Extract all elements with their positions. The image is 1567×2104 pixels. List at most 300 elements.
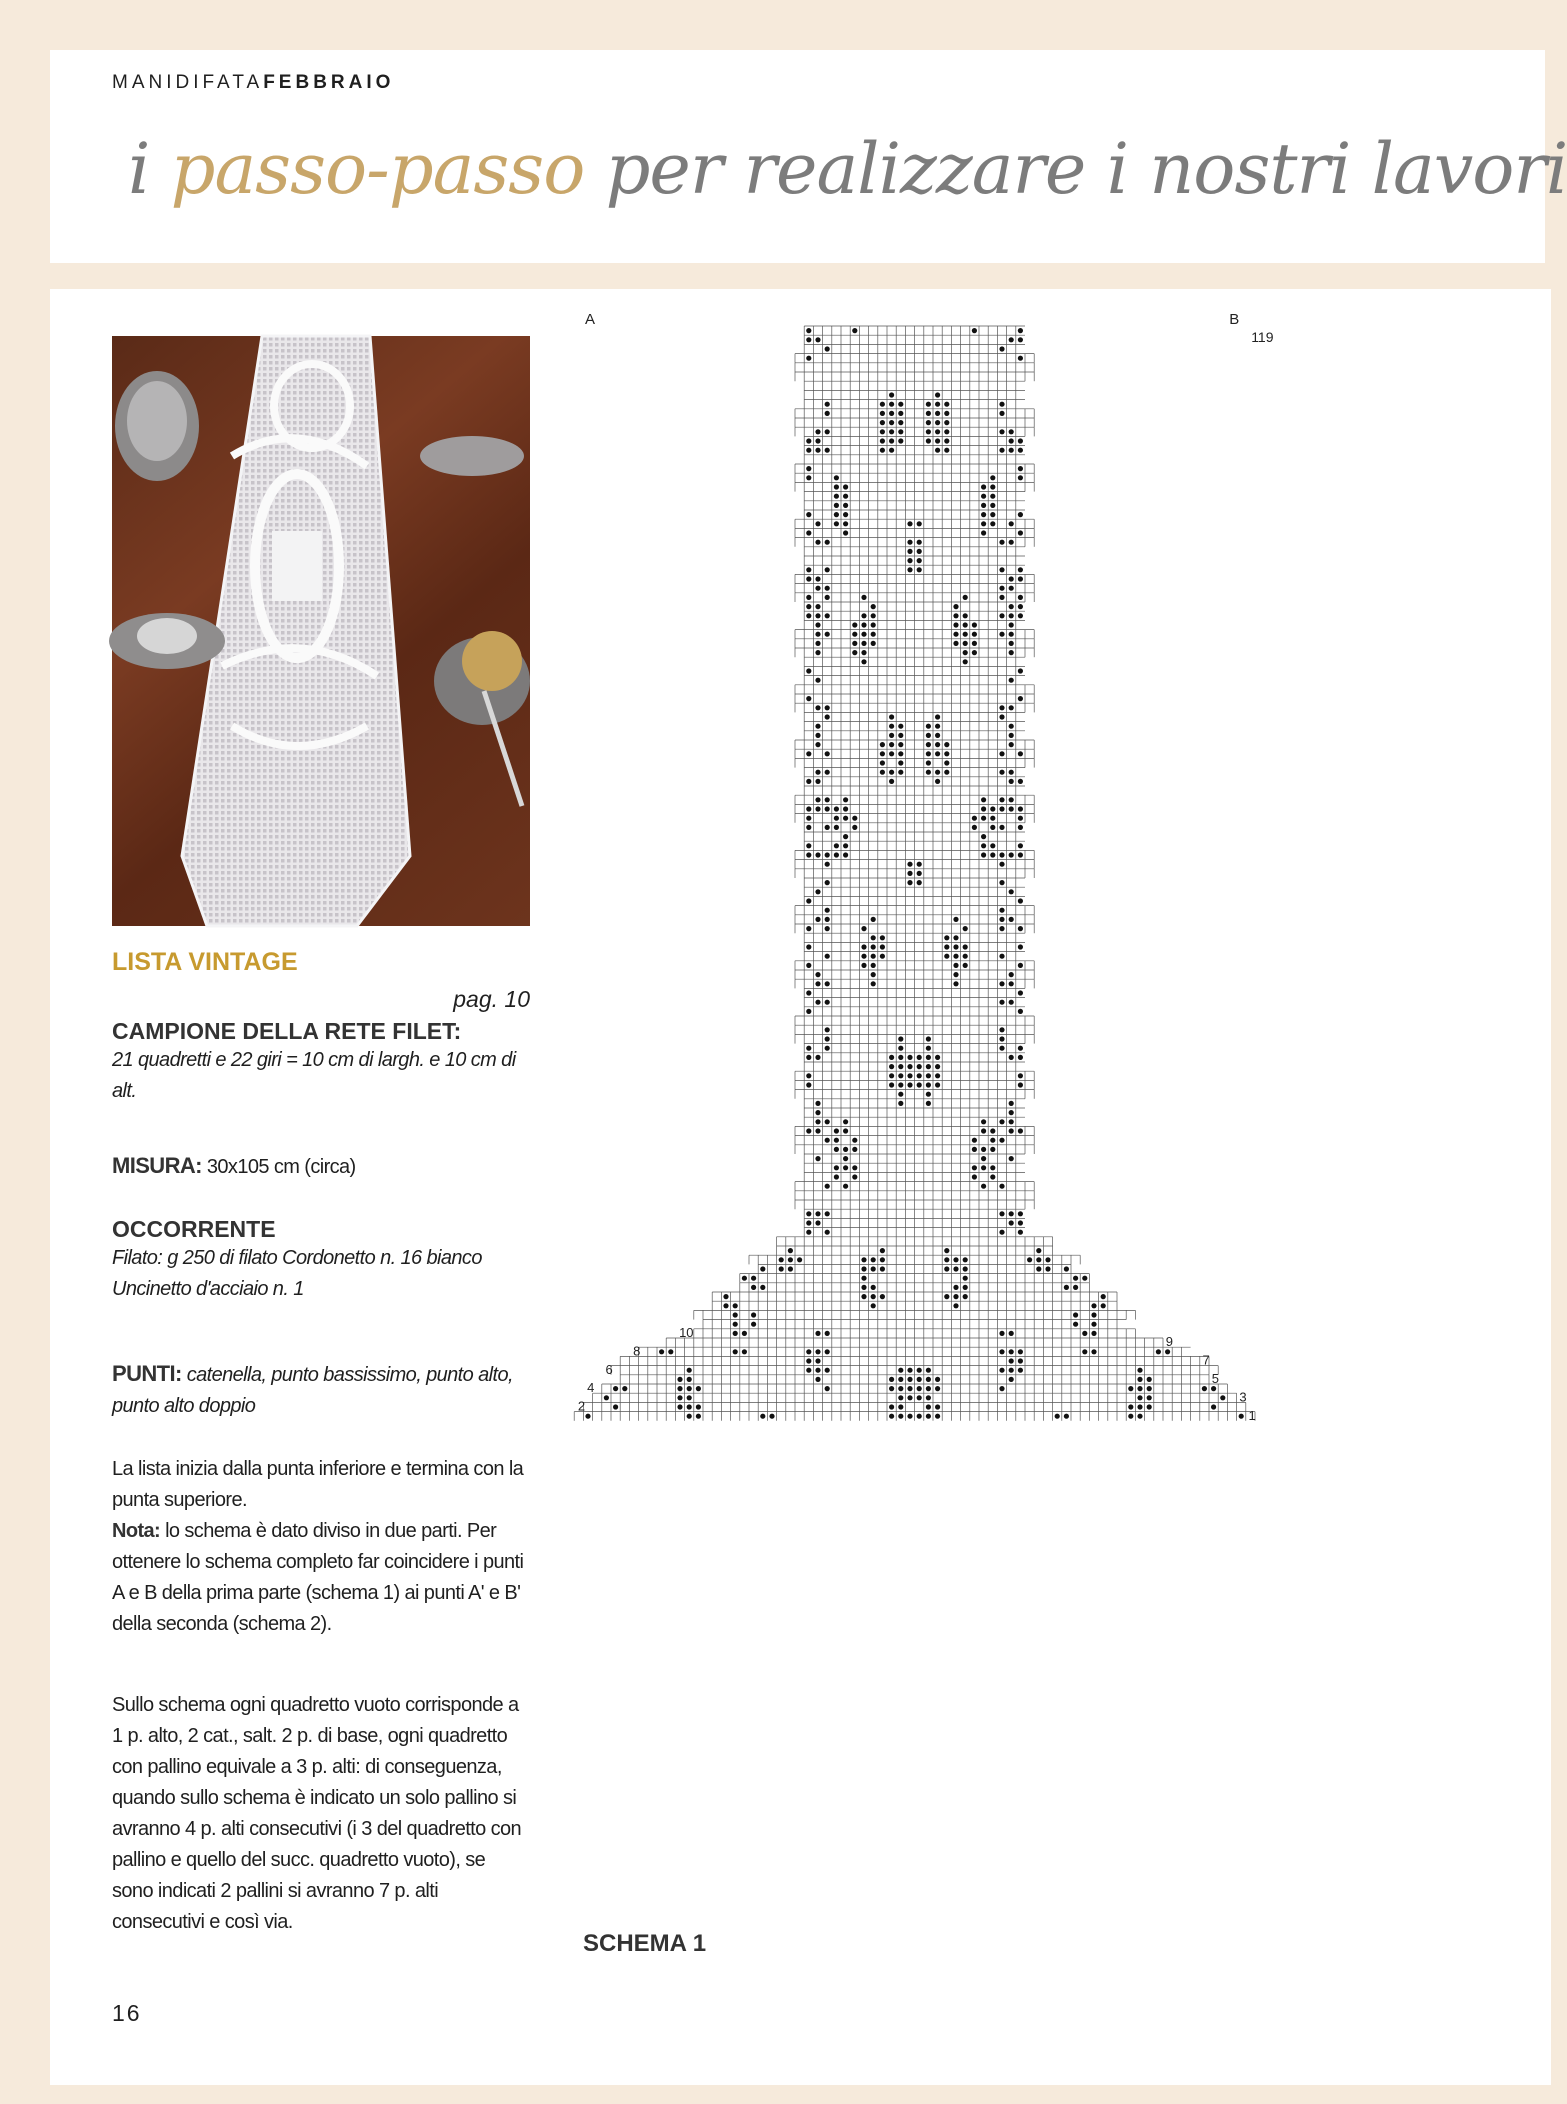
filled-square-dot [834,843,839,848]
filled-square-dot [889,1414,894,1419]
filled-square-dot [1091,1312,1096,1317]
filled-square-dot [1091,1331,1096,1336]
filled-square-dot [825,862,830,867]
filled-square-dot [843,1165,848,1170]
filled-square-dot [1009,1119,1014,1124]
filled-square-dot [963,1294,968,1299]
filled-square-dot [1018,898,1023,903]
filled-square-dot [990,843,995,848]
filled-square-dot [917,880,922,885]
filled-square-dot [861,650,866,655]
filled-square-dot [1018,1230,1023,1235]
filled-square-dot [898,1404,903,1409]
filled-square-dot [806,328,811,333]
title-start: i [128,128,171,210]
filled-square-dot [999,825,1004,830]
filled-square-dot [843,1184,848,1189]
row-number-label: 2 [577,1398,586,1414]
filled-square-dot [687,1414,692,1419]
filled-square-dot [825,346,830,351]
filled-square-dot [1009,1211,1014,1216]
filled-square-dot [990,1128,995,1133]
filled-square-dot [880,760,885,765]
filled-square-dot [815,779,820,784]
filled-square-dot [751,1276,756,1281]
page-reference: pag. 10 [453,986,530,1012]
filled-square-dot [935,438,940,443]
filled-square-dot [953,944,958,949]
filled-square-dot [788,1266,793,1271]
filled-square-dot [880,751,885,756]
filled-square-dot [898,1368,903,1373]
filled-square-dot [1009,917,1014,922]
filled-square-dot [935,733,940,738]
filled-square-dot [953,981,958,986]
filled-square-dot [935,1064,940,1069]
filled-square-dot [898,411,903,416]
filled-square-dot [999,1184,1004,1189]
filled-square-dot [834,503,839,508]
row-number-label: 7 [1202,1352,1210,1368]
filled-square-dot [889,1055,894,1060]
filled-square-dot [843,1119,848,1124]
filled-square-dot [815,1368,820,1373]
filled-square-dot [806,1055,811,1060]
filled-square-dot [1018,1128,1023,1133]
filled-square-dot [963,963,968,968]
row-number-label: 5 [1211,1371,1219,1386]
filled-square-dot [871,963,876,968]
filled-square-dot [871,641,876,646]
filled-square-dot [723,1303,728,1308]
filled-square-dot [1091,1303,1096,1308]
filled-square-dot [1036,1248,1041,1253]
filled-square-dot [742,1349,747,1354]
filled-square-dot [760,1414,765,1419]
filled-square-dot [852,632,857,637]
size-section [112,1150,530,1183]
filled-square-dot [917,871,922,876]
filled-square-dot [981,1165,986,1170]
filled-square-dot [1027,1257,1032,1262]
filled-square-dot [815,1358,820,1363]
filled-square-dot [990,1147,995,1152]
filled-square-dot [871,1285,876,1290]
filled-square-dot [898,1377,903,1382]
filled-square-dot [843,503,848,508]
filled-square-dot [825,1331,830,1336]
filled-square-dot [696,1386,701,1391]
filled-square-dot [999,540,1004,545]
filled-square-dot [687,1386,692,1391]
filled-square-dot [834,806,839,811]
filled-square-dot [935,1082,940,1087]
filled-square-dot [687,1404,692,1409]
filled-square-dot [825,1184,830,1189]
filled-square-dot [834,475,839,480]
filled-square-dot [1064,1414,1069,1419]
filled-square-dot [898,770,903,775]
filled-square-dot [871,1257,876,1262]
filled-square-dot [1018,1073,1023,1078]
filled-square-dot [733,1303,738,1308]
filled-square-dot [815,770,820,775]
filled-square-dot [1009,576,1014,581]
filled-square-dot [1018,1358,1023,1363]
filled-square-dot [981,521,986,526]
filled-square-dot [935,420,940,425]
sample-heading: CAMPIONE DELLA RETE FILET: [112,1018,462,1044]
filled-square-dot [907,1377,912,1382]
filled-square-dot [843,816,848,821]
filled-square-dot [815,521,820,526]
filled-square-dot [806,1073,811,1078]
filled-square-dot [843,512,848,517]
filled-square-dot [806,696,811,701]
filled-square-dot [880,420,885,425]
stitches-section [112,1358,530,1422]
filled-square-dot [926,751,931,756]
filled-square-dot [1009,1156,1014,1161]
filled-square-dot [751,1312,756,1317]
filled-square-dot [935,392,940,397]
filled-square-dot [944,411,949,416]
filled-square-dot [1009,797,1014,802]
filled-square-dot [963,1285,968,1290]
filled-square-dot [843,1156,848,1161]
filled-square-dot [1018,1220,1023,1225]
filled-square-dot [825,595,830,600]
filled-square-dot [963,954,968,959]
sample-text: 21 quadretti e 22 giri = 10 cm di largh. e 10 cm di alt. [112,1049,516,1102]
filled-square-dot [668,1349,673,1354]
filled-square-dot [742,1276,747,1281]
filled-square-dot [898,733,903,738]
filled-square-dot [861,1294,866,1299]
filled-square-dot [1009,806,1014,811]
filled-square-dot [871,1266,876,1271]
filled-square-dot [944,402,949,407]
filled-square-dot [981,1119,986,1124]
filled-square-dot [806,337,811,342]
filled-square-dot [806,852,811,857]
filled-square-dot [1073,1312,1078,1317]
filled-square-dot [806,1230,811,1235]
filled-square-dot [815,576,820,581]
filled-square-dot [825,954,830,959]
filled-square-dot [889,724,894,729]
filled-square-dot [815,632,820,637]
filled-square-dot [999,448,1004,453]
filled-square-dot [1018,567,1023,572]
filled-square-dot [999,632,1004,637]
filled-square-dot [926,420,931,425]
filled-square-dot [1147,1395,1152,1400]
filled-square-dot [815,337,820,342]
filled-square-dot [944,1266,949,1271]
filled-square-dot [742,1331,747,1336]
filled-square-dot [917,540,922,545]
filled-square-dot [834,825,839,830]
filled-square-dot [944,448,949,453]
filled-square-dot [999,567,1004,572]
filled-square-dot [825,632,830,637]
filled-square-dot [1156,1349,1161,1354]
filled-square-dot [1239,1414,1244,1419]
filled-square-dot [1018,438,1023,443]
filled-square-dot [935,1377,940,1382]
filled-square-dot [1018,595,1023,600]
point-b-label: B [1229,311,1240,328]
filled-square-dot [825,586,830,591]
filled-square-dot [999,1386,1004,1391]
filled-square-dot [935,1073,940,1078]
filled-square-dot [1091,1322,1096,1327]
filled-square-dot [806,898,811,903]
filled-square-dot [677,1395,682,1400]
row-number-label: 8 [633,1343,641,1359]
filled-square-dot [825,770,830,775]
filled-square-dot [926,760,931,765]
filled-square-dot [907,567,912,572]
filled-square-dot [1036,1257,1041,1262]
filled-square-dot [926,1377,931,1382]
filled-square-dot [898,1073,903,1078]
filled-square-dot [1009,641,1014,646]
filled-square-dot [990,806,995,811]
filled-square-dot [871,632,876,637]
filled-square-dot [917,1414,922,1419]
filled-square-dot [999,1046,1004,1051]
filled-square-dot [926,1082,931,1087]
filled-square-dot [760,1266,765,1271]
filled-square-dot [972,1174,977,1179]
stitches-heading: PUNTI: [112,1361,182,1386]
filled-square-dot [815,1331,820,1336]
filled-square-dot [898,1082,903,1087]
filled-square-dot [972,1165,977,1170]
filled-square-dot [1202,1386,1207,1391]
filled-square-dot [898,1386,903,1391]
filled-square-dot [815,1101,820,1106]
filled-square-dot [963,1276,968,1281]
filled-square-dot [1009,1220,1014,1225]
filled-square-dot [898,1036,903,1041]
filled-square-dot [815,613,820,618]
filled-square-dot [880,944,885,949]
filled-square-dot [907,1368,912,1373]
filled-square-dot [880,429,885,434]
filled-square-dot [1009,540,1014,545]
filled-square-dot [999,797,1004,802]
filled-square-dot [825,908,830,913]
filled-square-dot [806,1368,811,1373]
note-text: lo schema è dato diviso in due parti. Per ottenere lo schema completo far coincidere i punti A e B della prima parte (schema 1) ai punti A' e B' della seconda (schema 2). [112,1520,524,1635]
filled-square-dot [935,1404,940,1409]
filled-square-dot [843,1128,848,1133]
filled-square-dot [806,604,811,609]
filled-square-dot [907,1386,912,1391]
filled-square-dot [806,990,811,995]
filled-square-dot [696,1404,701,1409]
filled-square-dot [815,724,820,729]
filled-square-dot [917,1368,922,1373]
filled-square-dot [944,1248,949,1253]
filled-square-dot [834,1128,839,1133]
filled-square-dot [999,806,1004,811]
filled-square-dot [944,438,949,443]
filled-square-dot [815,705,820,710]
product-photo [112,336,530,926]
filled-square-dot [972,632,977,637]
filled-square-dot [806,779,811,784]
note-heading: Nota: [112,1520,161,1542]
filled-square-dot [1009,438,1014,443]
size-value: 30x105 cm (circa) [206,1156,356,1178]
filled-square-dot [999,1331,1004,1336]
filled-square-dot [907,521,912,526]
filled-square-dot [861,622,866,627]
filled-square-dot [889,733,894,738]
filled-square-dot [1137,1404,1142,1409]
filled-square-dot [880,1266,885,1271]
filled-square-dot [1018,963,1023,968]
filled-square-dot [898,751,903,756]
filled-square-dot [926,1073,931,1078]
filled-square-dot [769,1414,774,1419]
filled-square-dot [806,613,811,618]
filled-square-dot [825,448,830,453]
filled-square-dot [999,1036,1004,1041]
filled-square-dot [825,1349,830,1354]
filled-square-dot [926,1368,931,1373]
filled-square-dot [898,1064,903,1069]
filled-square-dot [935,429,940,434]
filled-square-dot [981,834,986,839]
filled-square-dot [825,540,830,545]
filled-square-dot [815,650,820,655]
filled-square-dot [1009,1368,1014,1373]
filled-square-dot [843,806,848,811]
filled-square-dot [1165,1349,1170,1354]
filled-square-dot [806,595,811,600]
filled-square-dot [834,484,839,489]
filled-square-dot [825,1036,830,1041]
filled-square-dot [898,1055,903,1060]
filled-square-dot [1009,1331,1014,1336]
filled-square-dot [1128,1404,1133,1409]
filled-square-dot [825,1000,830,1005]
filled-square-dot [953,1257,958,1262]
filled-square-dot [926,1101,931,1106]
filled-square-dot [926,733,931,738]
filled-square-dot [1009,1055,1014,1060]
filled-square-dot [898,420,903,425]
filled-square-dot [944,742,949,747]
filled-square-dot [953,641,958,646]
filled-square-dot [843,1147,848,1152]
filled-square-dot [806,1358,811,1363]
filled-square-dot [926,1046,931,1051]
filled-square-dot [972,641,977,646]
filled-square-dot [898,402,903,407]
filled-square-dot [1018,1082,1023,1087]
filled-square-dot [889,392,894,397]
filled-square-dot [880,770,885,775]
magazine-name: MANIDIFATA [112,72,264,93]
filled-square-dot [1073,1285,1078,1290]
filled-square-dot [1018,1211,1023,1216]
filled-square-dot [880,742,885,747]
filled-square-dot [935,714,940,719]
filled-square-dot [953,1285,958,1290]
filled-square-dot [907,862,912,867]
filled-square-dot [834,494,839,499]
filled-square-dot [852,1147,857,1152]
filled-square-dot [999,751,1004,756]
filled-square-dot [806,806,811,811]
filled-square-dot [861,641,866,646]
filled-square-dot [861,595,866,600]
filled-square-dot [963,944,968,949]
title-end: per realizzare i nostri lavori [584,128,1567,210]
filled-square-dot [788,1257,793,1262]
filled-square-dot [687,1395,692,1400]
filled-square-dot [677,1386,682,1391]
filled-square-dot [990,1138,995,1143]
filled-square-dot [953,632,958,637]
filled-square-dot [815,586,820,591]
filled-square-dot [889,751,894,756]
filled-square-dot [825,926,830,931]
stitches-text: catenella, punto bassissimo, punto alto, punto alto doppio [112,1364,513,1417]
filled-square-dot [972,328,977,333]
filled-square-dot [825,429,830,434]
filled-square-dot [861,632,866,637]
filled-square-dot [926,438,931,443]
filled-square-dot [889,438,894,443]
filled-square-dot [806,576,811,581]
filled-square-dot [815,1211,820,1216]
filled-square-dot [990,512,995,517]
filled-square-dot [1147,1386,1152,1391]
filled-square-dot [898,760,903,765]
filled-square-dot [1009,521,1014,526]
filled-square-dot [1137,1368,1142,1373]
filled-square-dot [806,816,811,821]
filled-square-dot [834,1174,839,1179]
filled-square-dot [815,981,820,986]
filled-square-dot [1211,1386,1216,1391]
filled-square-dot [953,1294,958,1299]
filled-square-dot [834,512,839,517]
filled-square-dot [944,429,949,434]
filled-square-dot [981,843,986,848]
filled-square-dot [806,1128,811,1133]
filled-square-dot [815,1156,820,1161]
filled-square-dot [880,1257,885,1262]
title-accent: passo-passo [170,128,585,210]
filled-square-dot [1018,1368,1023,1373]
filled-square-dot [1018,328,1023,333]
filled-square-dot [880,411,885,416]
filled-square-dot [1147,1404,1152,1409]
schema-title: SCHEMA 1 [583,1930,707,1957]
filled-square-dot [935,1386,940,1391]
filled-square-dot [935,402,940,407]
filled-square-dot [889,420,894,425]
filled-square-dot [843,834,848,839]
